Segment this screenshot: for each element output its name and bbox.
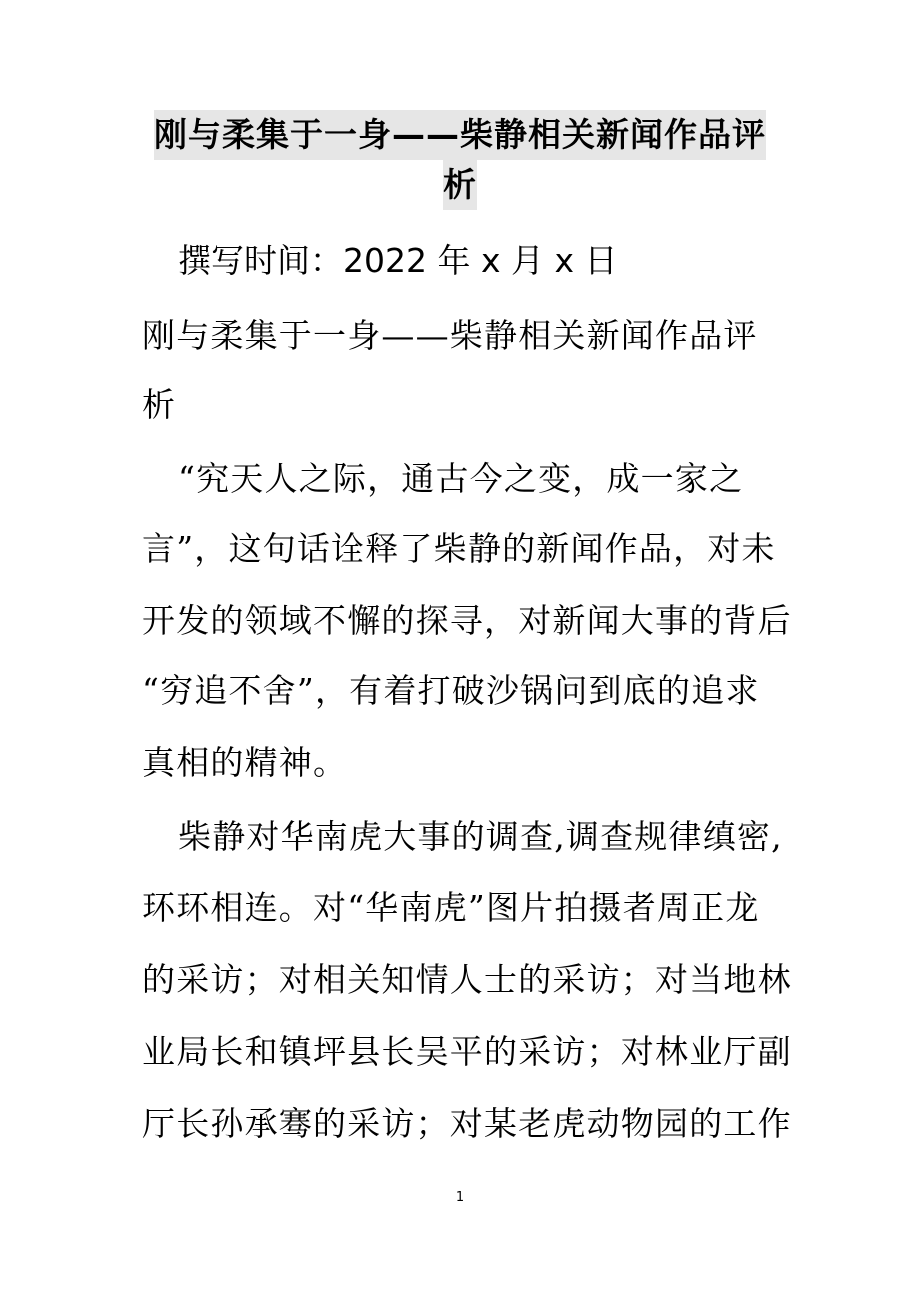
text-line: 言”，这句话诠释了柴静的新闻作品，对未 [142, 529, 776, 568]
document-title [140, 110, 780, 210]
text-line: 真相的精神。 [142, 743, 348, 782]
title-line: 刚与柔集于一身——柴静相关新闻作品评 [154, 110, 766, 160]
text-line: 厅长孙承骞的采访；对某老虎动物园的工作 [142, 1104, 792, 1143]
text-line: 柴静对华南虎大事的调查,调查规律缜密, [178, 817, 783, 856]
text-line: 业局长和镇坪县长吴平的采访；对林业厅副 [142, 1032, 792, 1071]
text-line: “穷追不舍”，有着打破沙锅问到底的追求 [142, 671, 760, 710]
text-line: 刚与柔集于一身——柴静相关新闻作品评 [142, 316, 758, 355]
text-line: 开发的领域不懈的探寻，对新闻大事的背后 [142, 601, 792, 640]
text-line: 环环相连。对“华南虎”图片拍摄者周正龙 [142, 888, 760, 927]
text-line: 析 [142, 385, 177, 424]
text-line: 的采访；对相关知情人士的采访；对当地林 [142, 960, 792, 999]
text-line: “究天人之际，通古今之变，成一家之 [178, 459, 744, 498]
writing-date: 撰写时间：2022 年 x 月 x 日 [178, 241, 618, 280]
page-number: 1 [455, 1190, 465, 1205]
title-line: 析 [443, 160, 477, 210]
